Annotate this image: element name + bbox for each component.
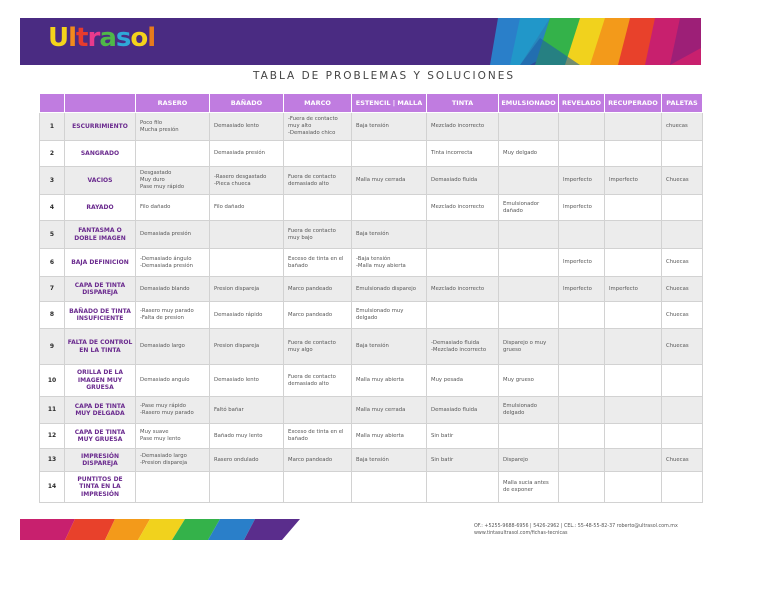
solution-cell: Mezclado incorrecto xyxy=(427,195,499,221)
solution-cell: Rasero ondulado xyxy=(210,449,284,472)
solution-cell xyxy=(662,195,703,221)
solution-cell: Sin batir xyxy=(427,449,499,472)
solution-cell xyxy=(662,424,703,449)
solution-cell: Malla muy abierta xyxy=(352,424,427,449)
solution-cell xyxy=(662,221,703,249)
table-row xyxy=(40,472,703,503)
row-number: 12 xyxy=(40,424,65,449)
table-row xyxy=(40,449,703,472)
solution-cell: Faltó bañar xyxy=(210,397,284,424)
solution-cell: Emulsionado delgado xyxy=(499,397,559,424)
solution-cell: Marco pandeado xyxy=(284,449,352,472)
solution-cell: Marco pandeado xyxy=(284,302,352,329)
solution-cell: Poco filo Mucha presión xyxy=(136,113,210,141)
solution-cell: -Rasero desgastado -Pieca chueca xyxy=(210,167,284,195)
problem-name: FANTASMA O DOBLE IMAGEN xyxy=(65,221,136,249)
problem-name: CAPA DE TINTA MUY DELGADA xyxy=(65,397,136,424)
solution-cell xyxy=(559,329,605,365)
solution-cell: Fuera de contacto muy bajo xyxy=(284,221,352,249)
problem-name: PUNTITOS DE TINTA EN LA IMPRESIÓN xyxy=(65,472,136,503)
logo-letter: o xyxy=(130,23,148,53)
column-header: EMULSIONADO xyxy=(499,94,559,113)
solution-cell xyxy=(559,424,605,449)
row-number: 6 xyxy=(40,249,65,277)
solution-cell: Chuecas xyxy=(662,277,703,302)
solution-cell: Demasiado lento xyxy=(210,365,284,397)
solution-cell: Chuecas xyxy=(662,449,703,472)
solution-cell xyxy=(210,249,284,277)
solution-cell xyxy=(559,141,605,167)
solution-cell xyxy=(605,249,662,277)
solution-cell: Disparejo xyxy=(499,449,559,472)
problem-name: CAPA DE TINTA MUY GRUESA xyxy=(65,424,136,449)
solution-cell xyxy=(352,141,427,167)
solution-cell xyxy=(136,472,210,503)
problem-name: ORILLA DE LA IMAGEN MUY GRUESA xyxy=(65,365,136,397)
solution-cell: Malla muy cerrada xyxy=(352,397,427,424)
solution-cell: Baja tensión xyxy=(352,449,427,472)
problems-table xyxy=(39,93,703,503)
solution-cell xyxy=(605,195,662,221)
problem-name: ESCURRIMIENTO xyxy=(65,113,136,141)
solution-cell: -Fuera de contacto muy alto -Demasiado chico xyxy=(284,113,352,141)
row-number: 3 xyxy=(40,167,65,195)
solution-cell xyxy=(499,221,559,249)
logo-letter: l xyxy=(68,23,77,53)
ultrasol-logo xyxy=(48,25,155,51)
solution-cell xyxy=(605,221,662,249)
solution-cell: -Rasero muy parado -Falta de presion xyxy=(136,302,210,329)
solution-cell: Demasiada presión xyxy=(136,221,210,249)
table-row xyxy=(40,249,703,277)
solution-cell: Fuera de contacto muy algo xyxy=(284,329,352,365)
solution-cell: Demasiado rápido xyxy=(210,302,284,329)
table-row xyxy=(40,397,703,424)
row-number: 5 xyxy=(40,221,65,249)
solution-cell: Muy pesada xyxy=(427,365,499,397)
logo-letter: a xyxy=(99,23,116,53)
solution-cell xyxy=(210,472,284,503)
solution-cell: Mezclado incorrecto xyxy=(427,113,499,141)
solution-cell: Malla muy abierta xyxy=(352,365,427,397)
table-row xyxy=(40,277,703,302)
logo-letter: U xyxy=(48,23,69,53)
solution-cell xyxy=(284,397,352,424)
row-number: 2 xyxy=(40,141,65,167)
table-row xyxy=(40,167,703,195)
solution-cell xyxy=(499,424,559,449)
solution-cell xyxy=(427,302,499,329)
solution-cell xyxy=(559,365,605,397)
solution-cell: Bañado muy lento xyxy=(210,424,284,449)
solution-cell: Chuecas xyxy=(662,249,703,277)
column-header: TINTA xyxy=(427,94,499,113)
solution-cell: Tinta incorrecta xyxy=(427,141,499,167)
solution-cell: Presion dispareja xyxy=(210,329,284,365)
row-number: 14 xyxy=(40,472,65,503)
solution-cell xyxy=(559,302,605,329)
column-header: PALETAS xyxy=(662,94,703,113)
solution-cell: Imperfecto xyxy=(559,277,605,302)
solution-cell: Demasiada presión xyxy=(210,141,284,167)
logo-letter: l xyxy=(147,23,156,53)
logo-letter: t xyxy=(76,23,88,53)
solution-cell: Malla muy cerrada xyxy=(352,167,427,195)
solution-cell: Demasiado lento xyxy=(210,113,284,141)
solution-cell xyxy=(559,113,605,141)
column-header xyxy=(65,94,136,113)
solution-cell xyxy=(427,472,499,503)
solution-cell xyxy=(352,195,427,221)
column-header: REVELADO xyxy=(559,94,605,113)
solution-cell xyxy=(284,195,352,221)
solution-cell xyxy=(499,113,559,141)
solution-cell xyxy=(559,221,605,249)
solution-cell: Chuecas xyxy=(662,302,703,329)
column-header: RECUPERADO xyxy=(605,94,662,113)
problem-name: CAPA DE TINTA DISPAREJA xyxy=(65,277,136,302)
column-header: MARCO xyxy=(284,94,352,113)
solution-cell: Imperfecto xyxy=(559,167,605,195)
solution-cell xyxy=(605,329,662,365)
problem-name: RAYADO xyxy=(65,195,136,221)
footer-phones: OF.: +5255-9688-6956 | 5426-2962 | CEL.: 55-48-55-82-37 roberto@ultrasol.com.mx xyxy=(474,524,678,529)
solution-cell: Fuera de contacto demasiado alto xyxy=(284,365,352,397)
solution-cell xyxy=(605,449,662,472)
table-row xyxy=(40,424,703,449)
solution-cell xyxy=(136,141,210,167)
solution-cell: Mezclado incorrecto xyxy=(427,277,499,302)
solution-cell: Filo dañado xyxy=(136,195,210,221)
solution-cell: Demasiado fluida xyxy=(427,167,499,195)
table-header-row xyxy=(40,94,703,113)
solution-cell xyxy=(352,472,427,503)
solution-cell: Demasiado blando xyxy=(136,277,210,302)
solution-cell: chuecas xyxy=(662,113,703,141)
solution-cell: Demasiado largo xyxy=(136,329,210,365)
header-banner xyxy=(20,18,701,65)
solution-cell xyxy=(427,221,499,249)
row-number: 13 xyxy=(40,449,65,472)
solution-cell xyxy=(499,249,559,277)
solution-cell: Emulsionado muy delgado xyxy=(352,302,427,329)
solution-cell xyxy=(605,424,662,449)
solution-cell: Imperfecto xyxy=(559,195,605,221)
solution-cell: Baja tensión xyxy=(352,221,427,249)
solution-cell: Exceso de tinta en el bañado xyxy=(284,249,352,277)
solution-cell: Emulsionador dañado xyxy=(499,195,559,221)
logo-letter: s xyxy=(115,23,131,53)
footer-website: www.tintasultrasol.com/fichas-tecnicas xyxy=(474,531,568,537)
solution-cell: Muy grueso xyxy=(499,365,559,397)
column-header: RASERO xyxy=(136,94,210,113)
solution-cell xyxy=(284,472,352,503)
solution-cell xyxy=(427,249,499,277)
solution-cell xyxy=(605,365,662,397)
logo-letter: r xyxy=(87,23,100,53)
solution-cell: Sin batir xyxy=(427,424,499,449)
solution-cell: Marco pandeado xyxy=(284,277,352,302)
table-row xyxy=(40,141,703,167)
solution-cell: Exceso de tinta en el bañado xyxy=(284,424,352,449)
problem-name: BAÑADO DE TINTA INSUFICIENTE xyxy=(65,302,136,329)
solution-cell xyxy=(284,141,352,167)
row-number: 9 xyxy=(40,329,65,365)
solution-cell xyxy=(662,397,703,424)
solution-cell xyxy=(499,277,559,302)
solution-cell xyxy=(605,472,662,503)
solution-cell xyxy=(499,167,559,195)
row-number: 7 xyxy=(40,277,65,302)
solution-cell: -Demasiado fluida -Mezclado incorrecto xyxy=(427,329,499,365)
document-title: TABLA DE PROBLEMAS Y SOLUCIONES xyxy=(252,70,516,82)
table-row xyxy=(40,302,703,329)
footer-contact xyxy=(474,523,714,538)
solution-cell xyxy=(559,472,605,503)
solution-cell: Chuecas xyxy=(662,167,703,195)
table-row xyxy=(40,329,703,365)
solution-cell xyxy=(605,113,662,141)
table-row xyxy=(40,365,703,397)
solution-cell: Disparejo o muy grueso xyxy=(499,329,559,365)
solution-cell: -Demasiado ángulo -Demasiada presión xyxy=(136,249,210,277)
solution-cell: Imperfecto xyxy=(605,167,662,195)
solution-cell: Malla sucia antes de exponer xyxy=(499,472,559,503)
solution-cell: -Baja tensión -Malla muy abierta xyxy=(352,249,427,277)
problem-name: VACIOS xyxy=(65,167,136,195)
column-header xyxy=(40,94,65,113)
solution-cell: -Pase muy rápido -Rasero muy parado xyxy=(136,397,210,424)
solution-cell: Imperfecto xyxy=(559,249,605,277)
solution-cell xyxy=(605,141,662,167)
problem-name: SANGRADO xyxy=(65,141,136,167)
row-number: 4 xyxy=(40,195,65,221)
row-number: 11 xyxy=(40,397,65,424)
problem-name: FALTA DE CONTROL EN LA TINTA xyxy=(65,329,136,365)
row-number: 8 xyxy=(40,302,65,329)
solution-cell xyxy=(605,397,662,424)
solution-cell: Baja tensión xyxy=(352,329,427,365)
row-number: 1 xyxy=(40,113,65,141)
solution-cell xyxy=(559,397,605,424)
solution-cell xyxy=(662,472,703,503)
solution-cell: Emulsionado disparejo xyxy=(352,277,427,302)
solution-cell: Imperfecto xyxy=(605,277,662,302)
column-header: BAÑADO xyxy=(210,94,284,113)
problem-name: IMPRESIÓN DISPAREJA xyxy=(65,449,136,472)
column-header: ESTENCIL | MALLA xyxy=(352,94,427,113)
solution-cell xyxy=(210,221,284,249)
solution-cell xyxy=(499,302,559,329)
solution-cell xyxy=(662,141,703,167)
solution-cell xyxy=(559,449,605,472)
solution-cell: Demasiado angulo xyxy=(136,365,210,397)
solution-cell: Muy delgado xyxy=(499,141,559,167)
table-row xyxy=(40,195,703,221)
table-row xyxy=(40,113,703,141)
solution-cell: Chuecas xyxy=(662,329,703,365)
solution-cell: Muy suave Pase muy lento xyxy=(136,424,210,449)
solution-cell: Fuera de contacto demasiado alto xyxy=(284,167,352,195)
footer-color-strip xyxy=(20,519,300,540)
solution-cell: Demasiado fluida xyxy=(427,397,499,424)
solution-cell: Baja tensión xyxy=(352,113,427,141)
solution-cell: Desgastado Muy duro Pase muy rápido xyxy=(136,167,210,195)
solution-cell: -Demasiado largo -Presion dispareja xyxy=(136,449,210,472)
row-number: 10 xyxy=(40,365,65,397)
solution-cell: Presion dispareja xyxy=(210,277,284,302)
solution-cell xyxy=(662,365,703,397)
table-row xyxy=(40,221,703,249)
solution-cell xyxy=(605,302,662,329)
solution-cell: Filo dañado xyxy=(210,195,284,221)
problem-name: BAJA DEFINICION xyxy=(65,249,136,277)
